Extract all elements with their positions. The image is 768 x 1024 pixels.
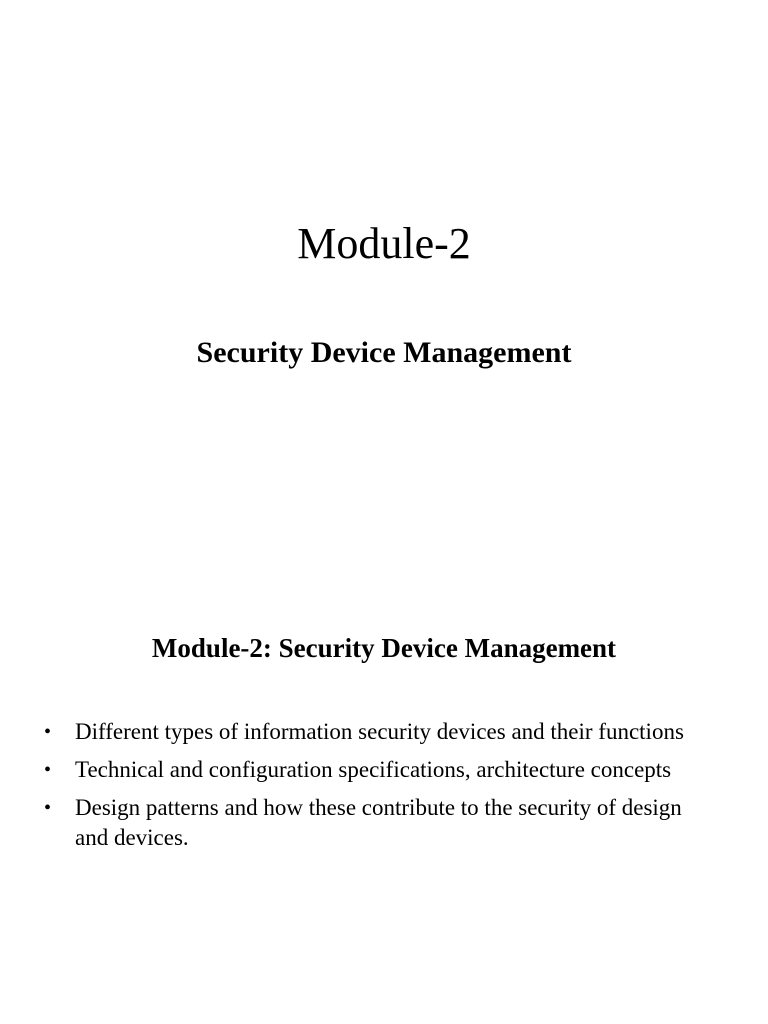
bullet-item [44, 793, 704, 853]
bullet-icon: • [44, 721, 52, 743]
slide-title-subheading: Security Device Management [196, 336, 572, 369]
bullet-icon: • [44, 759, 52, 781]
bullet-item [44, 717, 704, 747]
bullet-text: Different types of information security devices and their functions [75, 719, 684, 744]
bullet-text: Technical and configuration specifications, architecture concepts [75, 757, 672, 782]
bullet-icon: • [44, 797, 52, 819]
slide-content-heading: Module-2: Security Device Management [151, 633, 617, 663]
bullet-text: Design patterns and how these contribute to the security of design and devices. [75, 795, 682, 850]
bullet-item [44, 755, 704, 785]
slide-content [0, 512, 768, 1024]
slide-title-heading: Module-2 [297, 219, 471, 268]
bullet-list [44, 717, 704, 861]
